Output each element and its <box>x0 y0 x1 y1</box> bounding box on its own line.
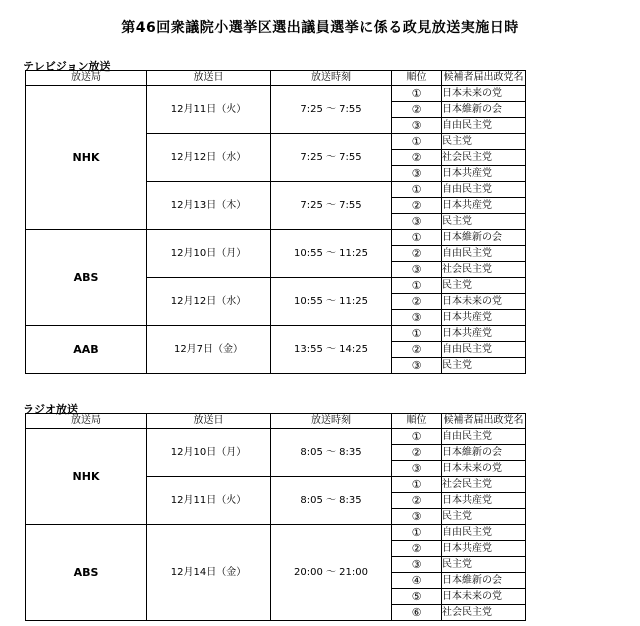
order-cell: ③ <box>392 118 442 134</box>
order-cell: ③ <box>392 509 442 525</box>
tv-header-row <box>26 71 526 86</box>
broadcast-date-cell: 12月14日（金） <box>147 525 271 621</box>
header-time: 放送時刻 <box>271 414 392 429</box>
order-cell: ① <box>392 86 442 102</box>
party-name-cell: 自由民主党 <box>442 182 526 198</box>
party-name-cell: 社会民主党 <box>442 605 526 621</box>
header-station: 放送局 <box>26 71 147 86</box>
party-name-cell: 自由民主党 <box>442 525 526 541</box>
party-name-cell: 社会民主党 <box>442 262 526 278</box>
order-cell: ③ <box>392 262 442 278</box>
order-cell: ② <box>392 342 442 358</box>
radio-header-row <box>26 414 526 429</box>
broadcast-time-cell: 8:05 ～ 8:35 <box>271 429 392 477</box>
broadcast-time-cell: 7:25 ～ 7:55 <box>271 182 392 230</box>
schedule-row <box>26 429 526 445</box>
broadcast-date-cell: 12月13日（木） <box>147 182 271 230</box>
radio-table-body <box>26 429 526 621</box>
order-cell: ① <box>392 278 442 294</box>
broadcast-time-cell: 7:25 ～ 7:55 <box>271 134 392 182</box>
party-name-cell: 日本未来の党 <box>442 86 526 102</box>
party-name-cell: 日本未来の党 <box>442 461 526 477</box>
schedule-row <box>26 326 526 342</box>
broadcast-date-cell: 12月10日（月） <box>147 429 271 477</box>
header-order: 順位 <box>392 71 442 86</box>
broadcast-date-cell: 12月11日（火） <box>147 86 271 134</box>
party-name-cell: 自由民主党 <box>442 118 526 134</box>
header-party: 候補者届出政党名 <box>442 71 526 86</box>
broadcast-date-cell: 12月12日（水） <box>147 278 271 326</box>
order-cell: ③ <box>392 557 442 573</box>
party-name-cell: 日本共産党 <box>442 166 526 182</box>
party-name-cell: 日本共産党 <box>442 493 526 509</box>
order-cell: ③ <box>392 166 442 182</box>
station-cell: NHK <box>26 86 147 230</box>
header-station: 放送局 <box>26 414 147 429</box>
party-name-cell: 民主党 <box>442 557 526 573</box>
header-date: 放送日 <box>147 414 271 429</box>
party-name-cell: 日本維新の会 <box>442 445 526 461</box>
radio-schedule-table <box>25 413 526 621</box>
party-name-cell: 日本共産党 <box>442 198 526 214</box>
party-name-cell: 自由民主党 <box>442 342 526 358</box>
party-name-cell: 日本未来の党 <box>442 589 526 605</box>
tv-section-label: テレビジョン放送 <box>23 60 111 73</box>
order-cell: ① <box>392 429 442 445</box>
party-name-cell: 自由民主党 <box>442 246 526 262</box>
order-cell: ③ <box>392 461 442 477</box>
station-cell: ABS <box>26 230 147 326</box>
page-title: 第46回衆議院小選挙区選出議員選挙に係る政見放送実施日時 <box>121 20 519 36</box>
party-name-cell: 日本維新の会 <box>442 230 526 246</box>
order-cell: ② <box>392 493 442 509</box>
broadcast-time-cell: 7:25 ～ 7:55 <box>271 86 392 134</box>
schedule-row <box>26 86 526 102</box>
broadcast-date-cell: 12月11日（火） <box>147 477 271 525</box>
order-cell: ④ <box>392 573 442 589</box>
party-name-cell: 日本維新の会 <box>442 102 526 118</box>
broadcast-date-cell: 12月10日（月） <box>147 230 271 278</box>
order-cell: ① <box>392 326 442 342</box>
schedule-row <box>26 525 526 541</box>
tv-schedule-table <box>25 70 526 374</box>
schedule-row <box>26 230 526 246</box>
broadcast-time-cell: 20:00 ～ 21:00 <box>271 525 392 621</box>
broadcast-date-cell: 12月12日（水） <box>147 134 271 182</box>
broadcast-time-cell: 13:55 ～ 14:25 <box>271 326 392 374</box>
header-time: 放送時刻 <box>271 71 392 86</box>
order-cell: ⑤ <box>392 589 442 605</box>
order-cell: ② <box>392 246 442 262</box>
radio-section-label: ラジオ放送 <box>23 403 78 416</box>
order-cell: ② <box>392 541 442 557</box>
order-cell: ② <box>392 102 442 118</box>
order-cell: ② <box>392 198 442 214</box>
broadcast-time-cell: 10:55 ～ 11:25 <box>271 278 392 326</box>
party-name-cell: 民主党 <box>442 278 526 294</box>
station-cell: ABS <box>26 525 147 621</box>
order-cell: ③ <box>392 214 442 230</box>
party-name-cell: 民主党 <box>442 509 526 525</box>
party-name-cell: 社会民主党 <box>442 150 526 166</box>
tv-table-body <box>26 86 526 374</box>
party-name-cell: 日本共産党 <box>442 326 526 342</box>
party-name-cell: 民主党 <box>442 358 526 374</box>
party-name-cell: 自由民主党 <box>442 429 526 445</box>
order-cell: ② <box>392 150 442 166</box>
order-cell: ⑥ <box>392 605 442 621</box>
party-name-cell: 日本共産党 <box>442 541 526 557</box>
header-party: 候補者届出政党名 <box>442 414 526 429</box>
party-name-cell: 日本共産党 <box>442 310 526 326</box>
order-cell: ① <box>392 230 442 246</box>
party-name-cell: 日本未来の党 <box>442 294 526 310</box>
order-cell: ① <box>392 525 442 541</box>
broadcast-date-cell: 12月7日（金） <box>147 326 271 374</box>
order-cell: ① <box>392 134 442 150</box>
header-date: 放送日 <box>147 71 271 86</box>
party-name-cell: 社会民主党 <box>442 477 526 493</box>
order-cell: ③ <box>392 358 442 374</box>
header-order: 順位 <box>392 414 442 429</box>
party-name-cell: 民主党 <box>442 214 526 230</box>
party-name-cell: 民主党 <box>442 134 526 150</box>
broadcast-time-cell: 10:55 ～ 11:25 <box>271 230 392 278</box>
station-cell: NHK <box>26 429 147 525</box>
order-cell: ③ <box>392 310 442 326</box>
order-cell: ② <box>392 294 442 310</box>
broadcast-time-cell: 8:05 ～ 8:35 <box>271 477 392 525</box>
order-cell: ① <box>392 477 442 493</box>
order-cell: ② <box>392 445 442 461</box>
station-cell: AAB <box>26 326 147 374</box>
order-cell: ① <box>392 182 442 198</box>
party-name-cell: 日本維新の会 <box>442 573 526 589</box>
